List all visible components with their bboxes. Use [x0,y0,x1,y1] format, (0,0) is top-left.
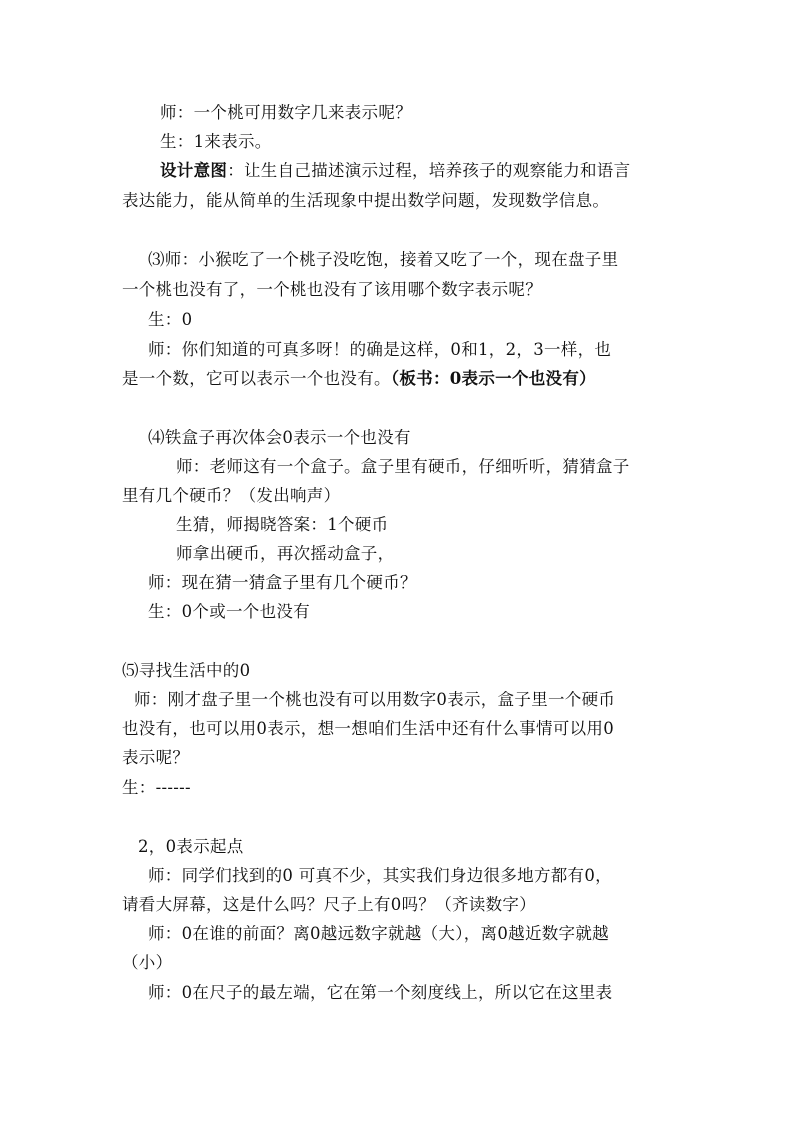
text-line: （小） [122,953,173,972]
text-line: 师：0在谁的前面？离0越远数字就越（大），离0越近数字就越 [148,924,609,943]
text-line: 生：1来表示。 [160,132,272,151]
text-line: 表达能力，能从简单的生活现象中提出数学问题，发现数学信息。 [122,191,610,210]
design-intent-text: ：让生自己描述演示过程，培养孩子的观察能力和语言 [227,161,631,180]
text-line: 师：刚才盘子里一个桃也没有可以用数字0表示，盒子里一个硬币 [134,690,616,709]
text-line: 请看大屏幕，这是什么吗？尺子上有0吗？（齐读数字） [122,895,536,914]
text-line: 师：你们知道的可真多呀！的确是这样，0和1，2，3一样，也 [148,340,612,359]
section-heading: 2，0表示起点 [138,837,244,856]
board-writing: （板书：0表示一个也没有） [390,369,596,388]
design-intent-line [160,160,630,182]
text-line: 生：0 [148,310,193,329]
text-span: 是一个数，它可以表示一个也没有。 [122,369,391,388]
text-line: 师：一个桃可用数字几来表示呢？ [160,103,412,122]
text-line [122,368,596,390]
text-line: 生猜，师揭晓答案：1个硬币 [176,515,389,534]
text-line: 表示呢？ [122,748,190,767]
text-line: 生：0个或一个也没有 [148,602,310,621]
text-line: 生：------ [122,778,191,797]
text-line: 一个桃也没有了，一个桃也没有了该用哪个数字表示呢？ [122,280,542,299]
design-intent-heading: 设计意图 [160,161,228,180]
text-line: 也没有，也可以用0表示，想一想咱们生活中还有什么事情可以用0 [122,719,614,738]
text-line: 师拿出硬币，再次摇动盒子， [176,544,395,563]
text-line: 里有几个硬币？（发出响声） [122,486,341,505]
text-line: 师：0在尺子的最左端，它在第一个刻度线上，所以它在这里表 [148,983,613,1002]
text-line: 师：现在猜一猜盒子里有几个硬币？ [148,573,417,592]
text-line: 师：同学们找到的0 可真不少，其实我们身边很多地方都有0， [148,866,612,885]
text-line: ⑶师：小猴吃了一个桃子没吃饱，接着又吃了一个，现在盘子里 [148,250,619,269]
section-heading: ⑷铁盒子再次体会0表示一个也没有 [148,428,411,447]
text-line: 师：老师这有一个盒子。盒子里有硬币，仔细听听，猜猜盒子 [176,457,630,476]
section-heading: ⑸寻找生活中的0 [122,661,251,680]
